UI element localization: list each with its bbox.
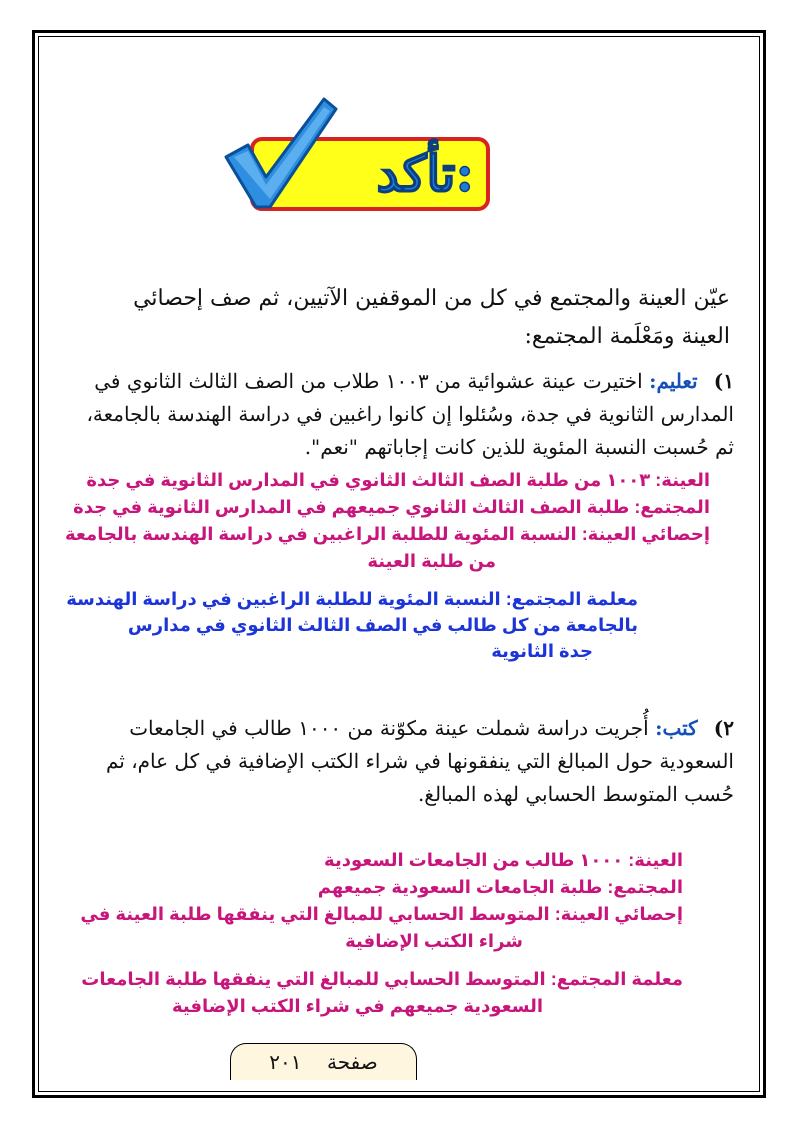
answer-statistic-1-cont: من طلبة العينة xyxy=(367,551,496,571)
answer-parameter-1-cont2: جدة الثانوية xyxy=(491,641,593,661)
page-content xyxy=(40,40,758,1090)
banner-title: تأكد: xyxy=(376,144,474,203)
answer-label: المجتمع: xyxy=(607,877,683,897)
exercise-tag: تعليم: xyxy=(649,369,698,393)
page-label: صفحة xyxy=(326,1050,378,1074)
answer-sample-2 xyxy=(324,848,683,873)
answer-text: النسبة المئوية للطلبة الراغبين في دراسة الهندسة بالجامعة xyxy=(64,524,577,544)
answer-label: معلمة المجتمع: xyxy=(505,589,638,609)
answer-statistic-2 xyxy=(80,902,683,927)
answer-text: المتوسط الحسابي للمبالغ التي ينفقها طلبة العينة في xyxy=(80,904,550,924)
answer-text: ١٠٠٣ من طلبة الصف الثالث الثانوي في المدارس الثانوية في جدة xyxy=(86,470,651,490)
answer-text: ١٠٠٠ طالب من الجامعات السعودية xyxy=(324,850,624,870)
answer-label: إحصائي العينة: xyxy=(554,904,683,924)
answer-population-2 xyxy=(318,875,683,900)
exercise-body: أُجريت دراسة شملت عينة مكوّنة من ١٠٠٠ طالب في الجامعات السعودية حول المبالغ التي ينفقونها في شراء الكتب الإضافية في كل عام، ثم حُسب المتوسط الحسابي لهذه المبالغ. xyxy=(105,716,734,806)
answer-label: المجتمع: xyxy=(634,497,710,517)
answer-label: معلمة المجتمع: xyxy=(550,969,683,989)
page-number: ٢٠١ xyxy=(269,1050,302,1074)
answer-population-1 xyxy=(73,495,710,520)
answer-text: طلبة الصف الثالث الثانوي جميعهم في المدارس الثانوية في جدة xyxy=(73,497,630,517)
answer-statistic-2-cont: شراء الكتب الإضافية xyxy=(345,931,523,951)
page-number-tab xyxy=(230,1043,417,1080)
answer-sample-1 xyxy=(86,468,710,493)
answer-text: طلبة الجامعات السعودية جميعهم xyxy=(317,877,603,897)
answer-parameter-2-cont: السعودية جميعهم في شراء الكتب الإضافية xyxy=(172,996,543,1016)
answer-label: إحصائي العينة: xyxy=(581,524,710,544)
lead-paragraph: عيّن العينة والمجتمع في كل من الموقفين الآتيين، ثم صف إحصائي العينة ومَعْلَمة المجتمع: xyxy=(133,286,730,349)
answer-label: العينة: xyxy=(628,850,683,870)
answer-text: المتوسط الحسابي للمبالغ التي ينفقها طلبة الجامعات xyxy=(81,969,546,989)
exercise-body: اختيرت عينة عشوائية من ١٠٠٣ طلاب من الصف الثالث الثانوي في المدارس الثانوية في جدة، وسُئلوا إن كانوا راغبين في دراسة الهندسة بالجامعة، ثم حُسبت النسبة المئوية للذين كانت إجاباتهم "نعم". xyxy=(86,369,734,459)
answer-parameter-1 xyxy=(66,587,638,612)
exercise-number: ٢) xyxy=(713,716,734,740)
exercise-2 xyxy=(74,712,734,811)
exercise-1 xyxy=(74,365,734,464)
answer-text: النسبة المئوية للطلبة الراغبين في دراسة الهندسة xyxy=(66,589,501,609)
exercise-tag: كتب: xyxy=(655,716,698,740)
answer-parameter-1-cont: بالجامعة من كل طالب في الصف الثالث الثانوي في مدارس xyxy=(127,615,638,635)
answer-statistic-1 xyxy=(65,522,710,547)
exercise-number: ١) xyxy=(713,369,734,393)
answer-label: العينة: xyxy=(655,470,710,490)
answer-parameter-2 xyxy=(81,967,683,992)
